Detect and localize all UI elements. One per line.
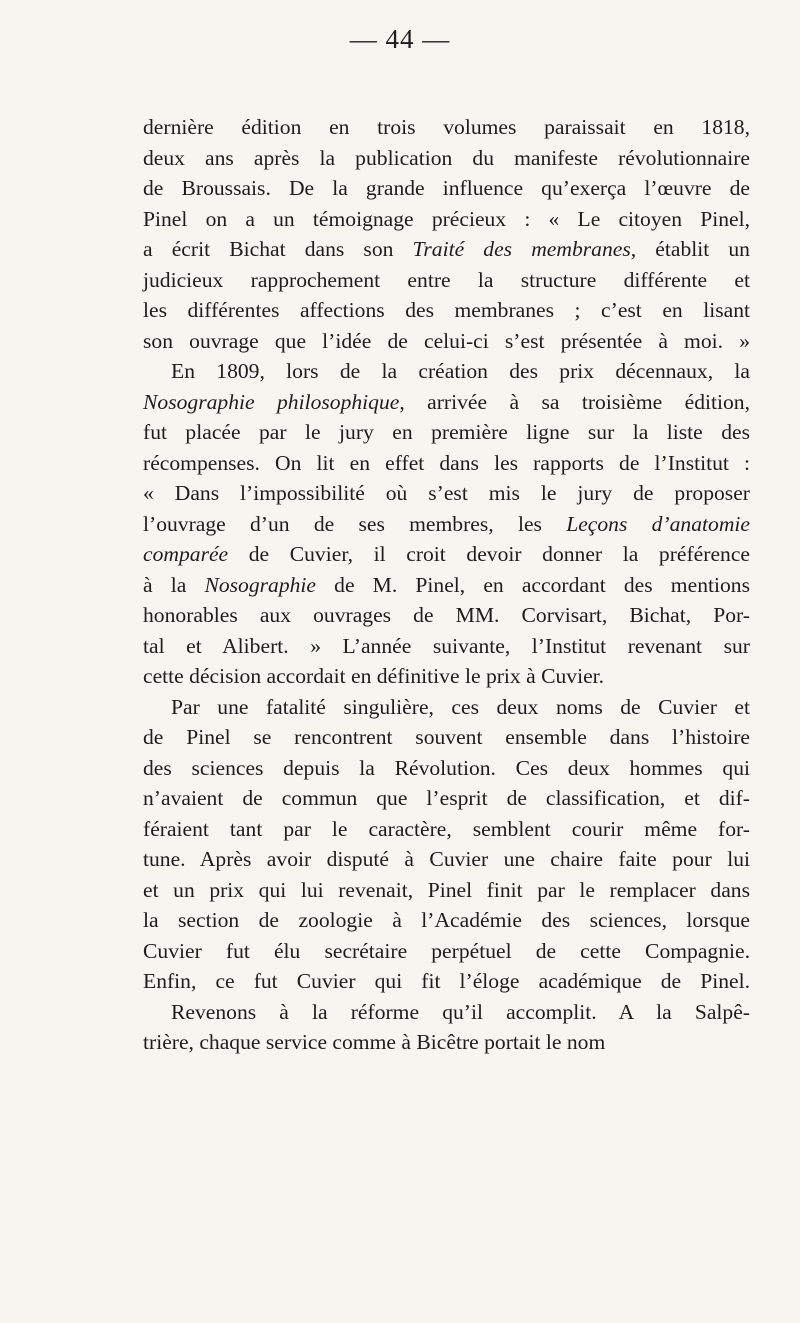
text-line xyxy=(143,936,750,967)
text-line xyxy=(143,997,750,1028)
text-run: les différentes affections des membranes ; c’est en lisant xyxy=(143,298,750,322)
text-run: , établit un xyxy=(630,237,750,261)
text-line xyxy=(143,844,750,875)
text-run: fut placée par le jury en première ligne sur la liste des xyxy=(143,420,750,444)
text-run: n’avaient de commun que l’esprit de classification, et dif- xyxy=(143,786,750,810)
text-run: cette décision accordait en définitive le prix à Cuvier. xyxy=(143,664,605,688)
text-run: à la xyxy=(143,572,205,597)
text-line xyxy=(143,295,750,326)
text-line xyxy=(143,905,750,936)
text-run: judicieux rapprochement entre la structure différente et xyxy=(143,267,750,292)
text-run: Cuvier fut élu secrétaire perpétuel de cette Compagnie. xyxy=(143,938,750,963)
text-line xyxy=(143,661,750,692)
text-run: Revenons à la réforme qu’il accomplit. A la Salpê- xyxy=(171,999,750,1024)
text-run: , arrivée à sa troisième édition, xyxy=(399,389,750,414)
text-run: Pinel on a un témoignage précieux : « Le citoyen Pinel, xyxy=(143,206,750,231)
text-line xyxy=(143,448,750,479)
text-line xyxy=(143,722,750,753)
text-line xyxy=(143,539,750,570)
text-run: et un prix qui lui revenait, Pinel finit par le remplacer dans xyxy=(143,877,750,902)
text-line xyxy=(143,265,750,296)
text-line xyxy=(143,387,750,418)
text-run: féraient tant par le caractère, semblent courir même for- xyxy=(143,816,750,841)
text-run: « Dans l’impossibilité où s’est mis le jury de proposer xyxy=(143,481,750,505)
text-run: tune. Après avoir disputé à Cuvier une chaire faite pour lui xyxy=(143,847,750,871)
text-run: deux ans après la publication du manifeste révolutionnaire xyxy=(143,145,750,170)
text-line xyxy=(143,1027,750,1058)
text-run: Enfin, ce fut Cuvier qui fit l’éloge académique de Pinel. xyxy=(143,969,750,993)
text-line xyxy=(143,326,750,357)
text-run: Par une fatalité singulière, ces deux noms de Cuvier et xyxy=(171,694,750,719)
text-line xyxy=(143,631,750,662)
text-line xyxy=(143,692,750,723)
text-line xyxy=(143,143,750,174)
text-run: tal et Alibert. » L’année suivante, l’Institut revenant sur xyxy=(143,633,750,658)
text-line xyxy=(143,356,750,387)
text-run: En 1809, lors de la création des prix décennaux, la xyxy=(171,359,750,383)
text-line xyxy=(143,234,750,265)
text-run: de Cuvier, il croit devoir donner la préférence xyxy=(228,542,750,566)
text-line xyxy=(143,509,750,540)
text-run: récompenses. On lit en effet dans les rapports de l’Institut : xyxy=(143,450,750,475)
text-run: de M. Pinel, en accordant des mentions xyxy=(316,572,750,597)
italic-title: Nosographie philosophique xyxy=(143,389,400,414)
text-line xyxy=(143,600,750,631)
text-run: des sciences depuis la Révolution. Ces deux hommes qui xyxy=(143,755,750,780)
text-line xyxy=(143,875,750,906)
text-run: de Pinel se rencontrent souvent ensemble dans l’histoire xyxy=(143,725,750,749)
text-run: honorables aux ouvrages de MM. Corvisart, Bichat, Por- xyxy=(143,603,750,627)
text-run: a écrit Bichat dans son xyxy=(143,237,413,261)
text-line xyxy=(143,753,750,784)
text-run: trière, chaque service comme à Bicêtre portait le nom xyxy=(143,1030,606,1054)
text-line xyxy=(143,814,750,845)
text-run: son ouvrage que l’idée de celui-ci s’est présentée à moi. » xyxy=(143,328,750,353)
body-text xyxy=(143,112,750,1058)
italic-title: Traité des membranes xyxy=(412,237,631,261)
page-number: — 44 — xyxy=(349,24,451,54)
text-line xyxy=(143,112,750,143)
text-line xyxy=(143,417,750,448)
text-line xyxy=(143,966,750,997)
italic-title: comparée xyxy=(143,542,229,566)
text-line xyxy=(143,783,750,814)
italic-title: Leçons d’anatomie xyxy=(566,511,750,536)
text-line xyxy=(143,204,750,235)
text-run: dernière édition en trois volumes paraissait en 1818, xyxy=(143,115,750,139)
text-run: l’ouvrage d’un de ses membres, les xyxy=(143,511,567,536)
text-run: la section de zoologie à l’Académie des sciences, lorsque xyxy=(143,908,750,932)
text-line xyxy=(143,570,750,601)
text-line xyxy=(143,478,750,509)
italic-title: Nosographie xyxy=(204,572,317,597)
text-line xyxy=(143,173,750,204)
text-run: de Broussais. De la grande influence qu’exerça l’œuvre de xyxy=(143,176,750,200)
